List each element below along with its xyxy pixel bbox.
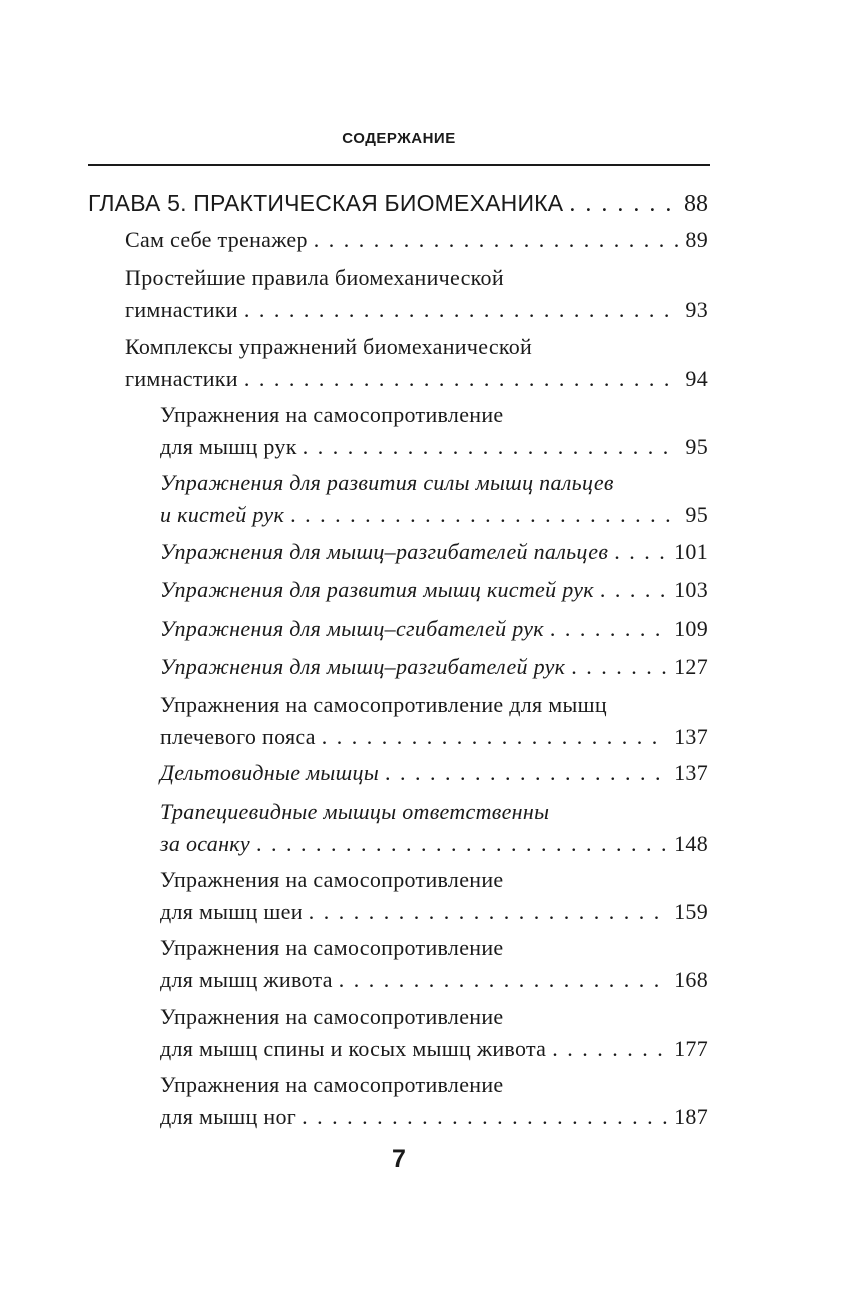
entry-page-number: 177: [674, 1036, 708, 1061]
entry-page-number: 103: [674, 577, 708, 602]
entry-page-number: 187: [674, 1104, 708, 1129]
leader-dots: [550, 613, 668, 645]
entry-title-line: гимнастики: [125, 297, 238, 322]
toc-entry: [125, 331, 708, 395]
entry-page-number: 127: [674, 654, 708, 679]
entry-page-number: 95: [685, 502, 708, 527]
toc-entry: [160, 932, 708, 996]
toc-entry: [160, 757, 708, 789]
entry-title: Сам себе тренажер: [125, 227, 308, 252]
entry-title-line: Трапециевидные мышцы ответственны: [160, 799, 550, 824]
toc-entry: [160, 651, 708, 683]
entry-title-line: Упражнения на самосопротивление для мышц: [160, 692, 607, 717]
entry-page-number: 168: [674, 967, 708, 992]
entry-title-line: Упражнения для развития силы мышц пальцев: [160, 470, 614, 495]
leader-dots: [600, 574, 668, 606]
entry-title: Дельтовидные мышцы: [160, 760, 380, 785]
leader-dots: [314, 224, 680, 256]
leader-dots: [322, 721, 668, 753]
chapter-title: ГЛАВА 5. ПРАКТИЧЕСКАЯ БИОМЕХАНИКА: [88, 190, 564, 216]
running-head: СОДЕРЖАНИЕ: [342, 130, 456, 147]
entry-title-line: Упражнения на самосопротивление: [160, 867, 504, 892]
entry-title-line: для мышц спины и косых мышц живота: [160, 1036, 547, 1061]
leader-dots: [571, 651, 668, 683]
entry-title-line: Упражнения на самосопротивление: [160, 402, 504, 427]
entry-page-number: 137: [674, 760, 708, 785]
chapter-page-number: 88: [684, 191, 708, 217]
entry-title-line: Простейшие правила биомеханической: [125, 265, 504, 290]
entry-title-line: Комплексы упражнений биомеханической: [125, 334, 533, 359]
toc-entry: [125, 224, 708, 256]
entry-title-line: Упражнения на самосопротивление: [160, 935, 504, 960]
leader-dots: [244, 294, 680, 326]
entry-page-number: 159: [674, 899, 708, 924]
leader-dots: [309, 896, 668, 928]
leader-dots: [552, 1033, 668, 1065]
entry-title-line: гимнастики: [125, 366, 238, 391]
entry-title-line: для мышц живота: [160, 967, 333, 992]
toc-entry: [160, 613, 708, 645]
entry-page-number: 148: [674, 831, 708, 856]
leader-dots: [256, 828, 668, 860]
leader-dots: [385, 757, 668, 789]
toc-entry: [160, 574, 708, 606]
leader-dots: [290, 499, 679, 531]
entry-page-number: 95: [685, 434, 708, 459]
entry-title-line: для мышц ног: [160, 1104, 297, 1129]
page-number: 7: [392, 1145, 406, 1173]
toc-entry: [160, 689, 708, 753]
toc-entry: [160, 796, 708, 860]
chapter-heading: [88, 186, 708, 221]
entry-title-line: Упражнения на самосопротивление: [160, 1004, 504, 1029]
entry-page-number: 109: [674, 616, 708, 641]
entry-title: Упражнения для мышц–разгибателей пальцев: [160, 539, 609, 564]
entry-title-line: плечевого пояса: [160, 724, 316, 749]
toc-entry: [160, 467, 708, 531]
toc-entry: [125, 262, 708, 326]
entry-page-number: 94: [685, 366, 708, 391]
entry-title-line: для мышц шеи: [160, 899, 303, 924]
toc-entry: [160, 399, 708, 463]
entry-title-line: Упражнения на самосопротивление: [160, 1072, 504, 1097]
entry-title-line: для мышц рук: [160, 434, 297, 459]
toc-entry: [160, 864, 708, 928]
toc-entry: [160, 1069, 708, 1133]
toc-entry: [160, 536, 708, 568]
entry-title-line: и кистей рук: [160, 502, 285, 527]
toc-entry: [160, 1001, 708, 1065]
entry-title: Упражнения для мышц–сгибателей рук: [160, 616, 544, 641]
header-rule: [88, 164, 710, 166]
leader-dots: [614, 536, 668, 568]
entry-title-line: за осанку: [160, 831, 250, 856]
entry-page-number: 137: [674, 724, 708, 749]
entry-page-number: 89: [685, 227, 708, 252]
leader-dots: [244, 363, 680, 395]
leader-dots: [302, 1101, 668, 1133]
leader-dots: [303, 431, 680, 463]
entry-page-number: 101: [674, 539, 708, 564]
entry-title: Упражнения для развития мышц кистей рук: [160, 577, 594, 602]
entry-page-number: 93: [685, 297, 708, 322]
leader-dots: [339, 964, 668, 996]
leader-dots: [569, 187, 678, 221]
entry-title: Упражнения для мышц–разгибателей рук: [160, 654, 566, 679]
